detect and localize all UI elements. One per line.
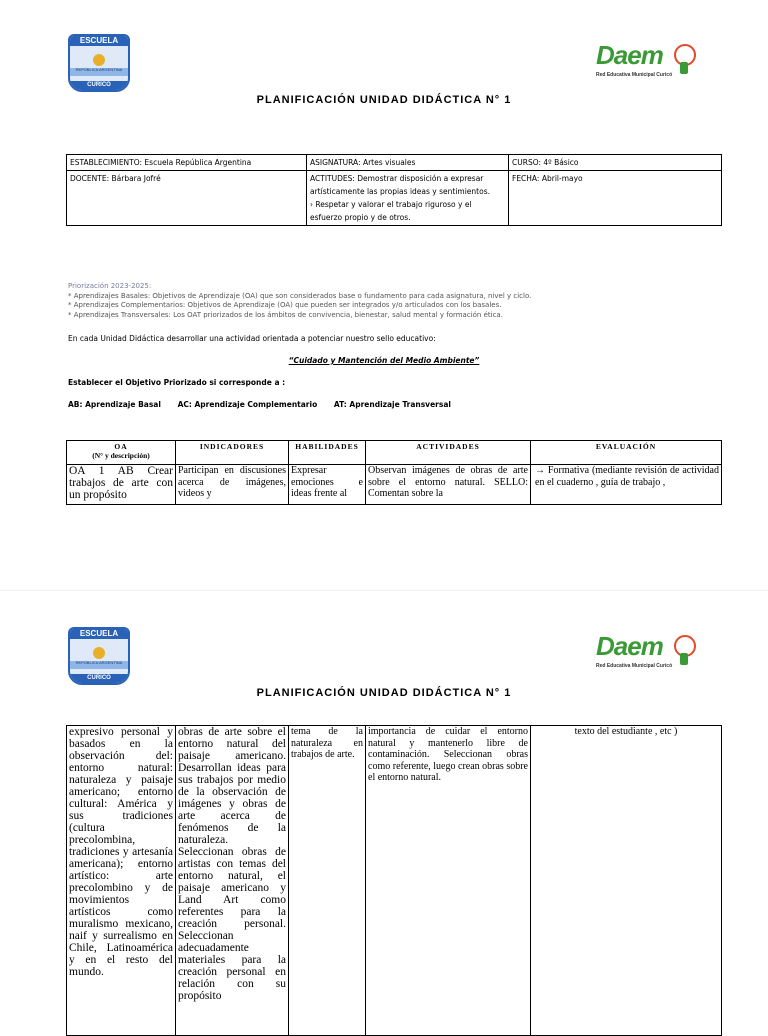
asignatura-cell: ASIGNATURA: Artes visuales: [307, 155, 509, 171]
fecha-cell: FECHA: Abril-mayo: [509, 171, 722, 226]
evaluacion-cell: texto del estudiante , etc ): [531, 726, 722, 1036]
indicadores-cell: obras de arte sobre el entorno natural del paisaje americano. Desarrollan ideas para sus trabajos por medio de la observación de imágenes y obras de arte acerca de fenómenos de la naturaleza. Seleccionan obras de artistas con temas del entorno natural, el paisaje americano y Land Art como referentes para la creación personal. Seleccionan adecuadamente materiales para la creación personal en relación con su propósito: [176, 726, 289, 1036]
learning-types: AB: Aprendizaje Basal AC: Aprendizaje Complementario AT: Aprendizaje Transversal: [68, 400, 451, 409]
header-actividades: ACTIVIDADES: [366, 441, 531, 465]
header-habilidades: HABILIDADES: [289, 441, 366, 465]
sello-text: “Cuidado y Mantención del Medio Ambiente”: [288, 356, 480, 365]
oa-cell: expresivo personal y basados en la observación del: entorno natural: naturaleza y paisaje americano; entorno cultural: América y sus tradiciones (cultura precolombina, tradiciones y artesanía americana); entorno artístico: arte precolombino y de movimientos artísticos como muralismo mexicano, naif y surrealismo en Chile, Latinoamérica y en el resto del mundo.: [67, 726, 176, 1036]
sello-intro: En cada Unidad Didáctica desarrollar una actividad orientada a potenciar nuestro sello educativo:: [68, 334, 436, 343]
objetivo-prompt: Establecer el Objetivo Priorizado si corresponde a :: [68, 378, 286, 387]
page-title: PLANIFICACIÓN UNIDAD DIDÁCTICA N° 1: [256, 94, 512, 106]
indicadores-cell: Participan en discusiones acerca de imágenes, videos y: [176, 465, 289, 505]
sun-icon: [93, 647, 105, 659]
header-oa: OA (N° y descripción): [67, 441, 176, 465]
school-logo: ESCUELA REPÚBLICA ARGENTINA CURICÓ: [68, 627, 130, 685]
plan-table-page2: [66, 725, 722, 1036]
header-evaluacion: EVALUACIÓN: [531, 441, 722, 465]
header-indicadores: INDICADORES: [176, 441, 289, 465]
habilidades-cell: Expresar emociones e ideas frente al: [289, 465, 366, 505]
actividades-cell: Observan imágenes de obras de arte sobre el entorno natural. SELLO: Comentan sobre la: [366, 465, 531, 505]
daem-logo: Daem Red Educativa Municipal Curicó: [596, 38, 696, 84]
info-table: [66, 154, 722, 226]
page-gap: [0, 560, 768, 590]
page-title: PLANIFICACIÓN UNIDAD DIDÁCTICA N° 1: [256, 687, 512, 699]
curso-cell: CURSO: 4º Básico: [509, 155, 722, 171]
docente-cell: DOCENTE: Bárbara Jofré: [67, 171, 307, 226]
sun-icon: [93, 54, 105, 66]
oa-cell: OA 1 AB Crear trabajos de arte con un propósito: [67, 465, 176, 505]
prioritization-block: Priorización 2023-2025: * Aprendizajes Basales: Objetivos de Aprendizaje (OA) que son considerados base o fundamento para cada asignatura, nivel y ciclo. * Aprendizajes Complementarios: Objetivos de Aprendizaje (OA) que pueden ser integrados y/o articulados con los basales. * Aprendizajes Transversales: Los OAT priorizados de los ámbitos de convivencia, bienestar, salud mental y formación ética.: [68, 282, 532, 319]
establecimiento-cell: ESTABLECIMIENTO: Escuela República Argentina: [67, 155, 307, 171]
document-page-2: [0, 590, 768, 1025]
plan-table-page1: [66, 440, 722, 505]
daem-logo: Daem Red Educativa Municipal Curicó: [596, 629, 696, 675]
habilidades-cell: tema de la naturaleza en trabajos de arte.: [289, 726, 366, 1036]
actividades-cell: importancia de cuidar el entorno natural y mantenerlo libre de contaminación. Seleccionan obras como referente, luego crean obras sobre el entorno natural.: [366, 726, 531, 1036]
school-logo: ESCUELA REPÚBLICA ARGENTINA CURICÓ: [68, 34, 130, 92]
actitudes-cell: ACTITUDES: Demostrar disposición a expresar artísticamente las propias ideas y sentimientos. › Respetar y valorar el trabajo riguroso y el esfuerzo propio y de otros.: [307, 171, 509, 226]
evaluacion-cell: → Formativa (mediante revisión de actividad en el cuaderno , guía de trabajo ,: [531, 465, 722, 505]
